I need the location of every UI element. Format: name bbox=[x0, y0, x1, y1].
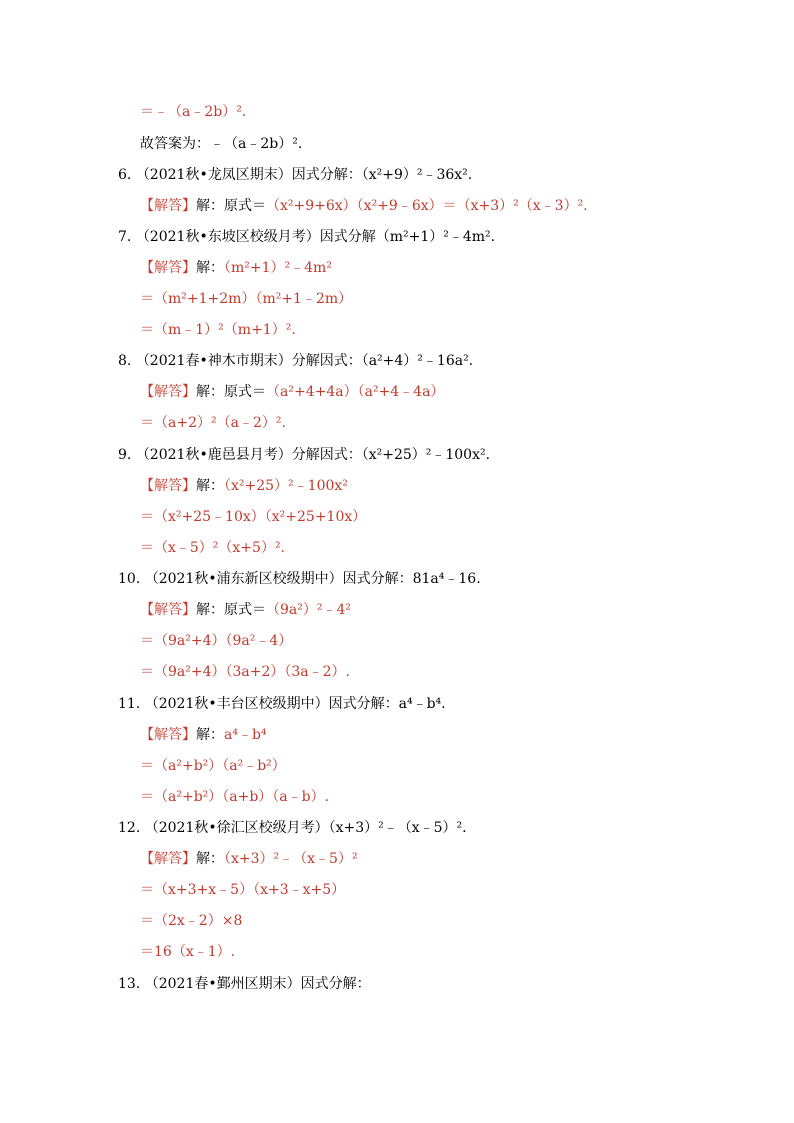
question-9 bbox=[118, 445, 490, 465]
solution-lead: 解： bbox=[196, 727, 224, 743]
solution-expression: （m²+1）²﹣4m² bbox=[224, 260, 332, 276]
question-expression: a⁴﹣b⁴. bbox=[398, 696, 446, 712]
solution-11 bbox=[140, 725, 267, 745]
solution-7 bbox=[140, 258, 332, 278]
question-expression: （a²+4）²﹣16a². bbox=[361, 353, 474, 369]
final-answer: 故答案为：﹣（a﹣2b）². bbox=[140, 136, 303, 152]
question-expression: （x+3）²﹣（x﹣5）². bbox=[328, 820, 467, 836]
question-number: 13. bbox=[118, 976, 141, 992]
question-6 bbox=[118, 165, 472, 185]
question-number: 11. bbox=[118, 696, 141, 712]
solution-expression: （a²+4+4a）（a²+4﹣4a） bbox=[266, 384, 445, 400]
solution-expression: （x+3）²﹣（x﹣5）² bbox=[224, 851, 358, 867]
solution-10 bbox=[140, 600, 351, 620]
solution-step: ＝（x﹣5）²（x+5）². bbox=[140, 540, 286, 556]
question-source: （2021春•神木市期末）分解因式： bbox=[135, 353, 362, 369]
solution-lead: 解： bbox=[196, 478, 224, 494]
solution-step: ＝（m²+1+2m）（m²+1﹣2m） bbox=[140, 291, 353, 307]
question-source: （2021春•鄞州区期末）因式分解： bbox=[144, 976, 371, 992]
question-7 bbox=[118, 227, 495, 247]
solution-12 bbox=[140, 849, 358, 869]
question-expression: 81a⁴﹣16. bbox=[412, 571, 481, 587]
solution-step: ＝16（x﹣1）. bbox=[140, 944, 236, 960]
solution-tag: 【解答】 bbox=[140, 727, 196, 743]
solution-step: ＝（9a²+4）（9a²﹣4） bbox=[140, 633, 293, 649]
solution-tag: 【解答】 bbox=[140, 198, 196, 214]
question-number: 10. bbox=[118, 571, 141, 587]
question-number: 7. bbox=[118, 229, 132, 245]
solution-tag: 【解答】 bbox=[140, 602, 196, 618]
solution-lead: 解：原式＝ bbox=[196, 198, 266, 214]
solution-lead: 解： bbox=[196, 851, 224, 867]
solution-expression: （9a²）²﹣4² bbox=[266, 602, 351, 618]
question-source: （2021秋•东坡区校级月考）因式分解 bbox=[135, 229, 376, 245]
question-number: 12. bbox=[118, 820, 141, 836]
solution-step: ＝（x+3+x﹣5）（x+3﹣x+5） bbox=[140, 882, 346, 898]
solution-tag: 【解答】 bbox=[140, 260, 196, 276]
question-number: 8. bbox=[118, 353, 132, 369]
solution-step: ＝（a+2）²（a﹣2）². bbox=[140, 415, 286, 431]
question-13 bbox=[118, 974, 371, 994]
solution-expression: （x²+25）²﹣100x² bbox=[224, 478, 348, 494]
solution-tag: 【解答】 bbox=[140, 384, 196, 400]
solution-tag: 【解答】 bbox=[140, 478, 196, 494]
question-source: （2021秋•浦东新区校级期中）因式分解： bbox=[144, 571, 413, 587]
question-number: 6. bbox=[118, 167, 132, 183]
solution-step: ＝（x²+25﹣10x）（x²+25+10x） bbox=[140, 509, 367, 525]
question-11 bbox=[118, 694, 446, 714]
solution-lead: 解：原式＝ bbox=[196, 384, 266, 400]
question-number: 9. bbox=[118, 447, 132, 463]
question-expression: （x²+25）²﹣100x². bbox=[361, 447, 491, 463]
solution-lead: 解： bbox=[196, 260, 224, 276]
question-source: （2021秋•丰台区校级期中）因式分解： bbox=[144, 696, 399, 712]
solution-expression: （x²+9+6x）（x²+9﹣6x）＝（x+3）²（x﹣3）². bbox=[266, 198, 588, 214]
question-expression: （x²+9）²﹣36x². bbox=[361, 167, 473, 183]
question-source: （2021秋•徐汇区校级月考） bbox=[144, 820, 329, 836]
solution-expression: a⁴﹣b⁴ bbox=[224, 727, 267, 743]
solution-9 bbox=[140, 476, 348, 496]
solution-tag: 【解答】 bbox=[140, 851, 196, 867]
solution-8 bbox=[140, 382, 444, 402]
question-source: （2021秋•龙凤区期末）因式分解： bbox=[135, 167, 362, 183]
question-source: （2021秋•鹿邑县月考）分解因式： bbox=[135, 447, 362, 463]
solution-lead: 解：原式＝ bbox=[196, 602, 266, 618]
question-8 bbox=[118, 351, 473, 371]
question-10 bbox=[118, 569, 481, 589]
solution-6 bbox=[140, 196, 588, 216]
solution-step: ＝（2x﹣2）×8 bbox=[140, 913, 243, 929]
question-expression: （m²+1）²﹣4m². bbox=[375, 229, 496, 245]
solution-step: ＝（a²+b²）（a²﹣b²） bbox=[140, 758, 286, 774]
solution-step: ＝（a²+b²）（a+b）（a﹣b）. bbox=[140, 789, 330, 805]
solution-step: ＝（m﹣1）²（m+1）². bbox=[140, 322, 296, 338]
question-12 bbox=[118, 818, 467, 838]
solution-step: ＝（9a²+4）（3a+2）（3a﹣2）. bbox=[140, 664, 351, 680]
answer-step: ＝﹣（a﹣2b）². bbox=[140, 104, 247, 120]
